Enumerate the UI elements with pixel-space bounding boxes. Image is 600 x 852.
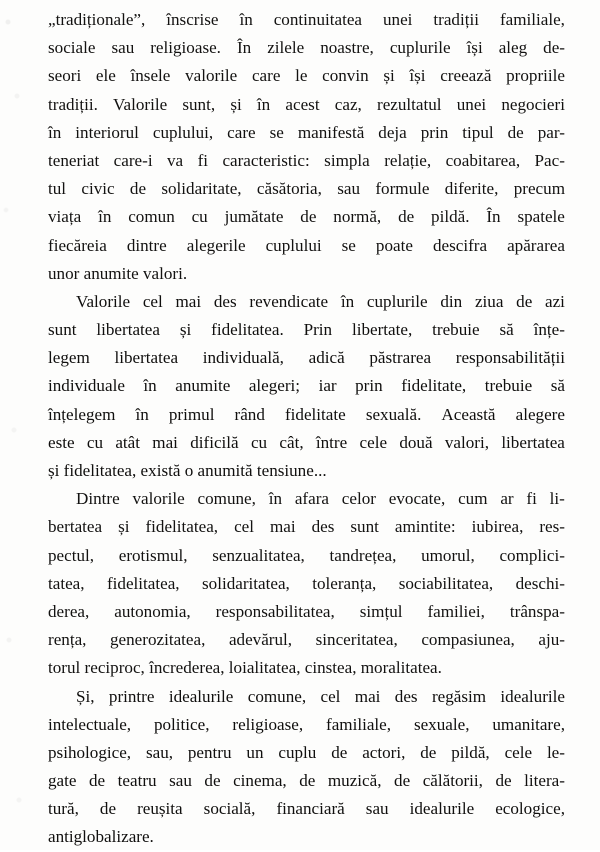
text-line: Dintre valorile comune, în afara celor evocate, cum ar fi li- (76, 489, 565, 509)
paragraph (48, 485, 565, 682)
text-line: Valorile cel mai des revendicate în cuplurile din ziua de azi (76, 291, 565, 311)
paragraph (48, 6, 565, 288)
text-line: individuale în anumite alegeri; iar prin fidelitate, trebuie să (48, 376, 565, 396)
text-line: sociale sau religioase. În zilele noastre, cuplurile își aleg de- (48, 38, 565, 58)
text-line: unor anumite valori. (48, 263, 188, 283)
text-line: antiglobalizare. (48, 827, 154, 847)
text-line: este cu atât mai dificilă cu cât, între cele două valori, libertatea (48, 432, 565, 452)
text-line: legem libertatea individuală, adică păstrarea responsabilității (48, 348, 565, 368)
text-line: intelectuale, politice, religioase, familiale, sexuale, umanitare, (48, 714, 565, 734)
text-line: în interiorul cuplului, care se manifestă deja prin tipul de par- (48, 122, 565, 142)
text-line: derea, autonomia, responsabilitatea, simțul familiei, trânspa- (48, 601, 565, 621)
text-line: teneriat care-i va fi caracteristic: simpla relație, coabitarea, Pac- (48, 150, 565, 170)
text-line: tul civic de solidaritate, căsătoria, sau formule diferite, precum (48, 179, 565, 199)
text-line: torul reciproc, încrederea, loialitatea, cinstea, moralitatea. (48, 658, 442, 678)
text-line: tradiții. Valorile sunt, și în acest caz, rezultatul unei negocieri (48, 94, 565, 114)
paragraph (48, 683, 565, 852)
body-text-column (48, 6, 565, 852)
text-line: fiecăreia dintre alegerile cuplului se poate descifra apărarea (48, 235, 565, 255)
text-line: Și, printre idealurile comune, cel mai des regăsim idealurile (76, 686, 565, 706)
text-line: psihologice, sau, pentru un cuplu de actori, de pildă, cele le- (48, 742, 565, 762)
text-line: tatea, fidelitatea, solidaritatea, toleranța, sociabilitatea, deschi- (48, 573, 565, 593)
text-line: pectul, erotismul, senzualitatea, tandrețea, umorul, complici- (48, 545, 565, 565)
text-line: tură, de reușita socială, financiară sau idealurile ecologice, (48, 799, 565, 819)
text-line: „tradiționale”, înscrise în continuitatea unei tradiții familiale, (48, 10, 565, 29)
text-line: și fidelitatea, există o anumită tensiune... (48, 461, 327, 480)
paragraph (48, 288, 565, 485)
text-line: rența, generozitatea, adevărul, sinceritatea, compasiunea, aju- (48, 630, 565, 650)
text-line: viața în comun cu jumătate de normă, de pildă. În spatele (48, 207, 565, 227)
text-line: înțelegem în primul rând fidelitate sexuală. Această alegere (48, 404, 565, 424)
text-line: seori ele însele valorile care le convin și își creează propriile (48, 66, 565, 86)
text-line: bertatea și fidelitatea, cel mai des sunt amintite: iubirea, res- (48, 517, 565, 537)
text-line: gate de teatru sau de cinema, de muzică, de călătorii, de litera- (48, 771, 565, 791)
text-line: sunt libertatea și fidelitatea. Prin libertate, trebuie să înțe- (48, 320, 565, 340)
